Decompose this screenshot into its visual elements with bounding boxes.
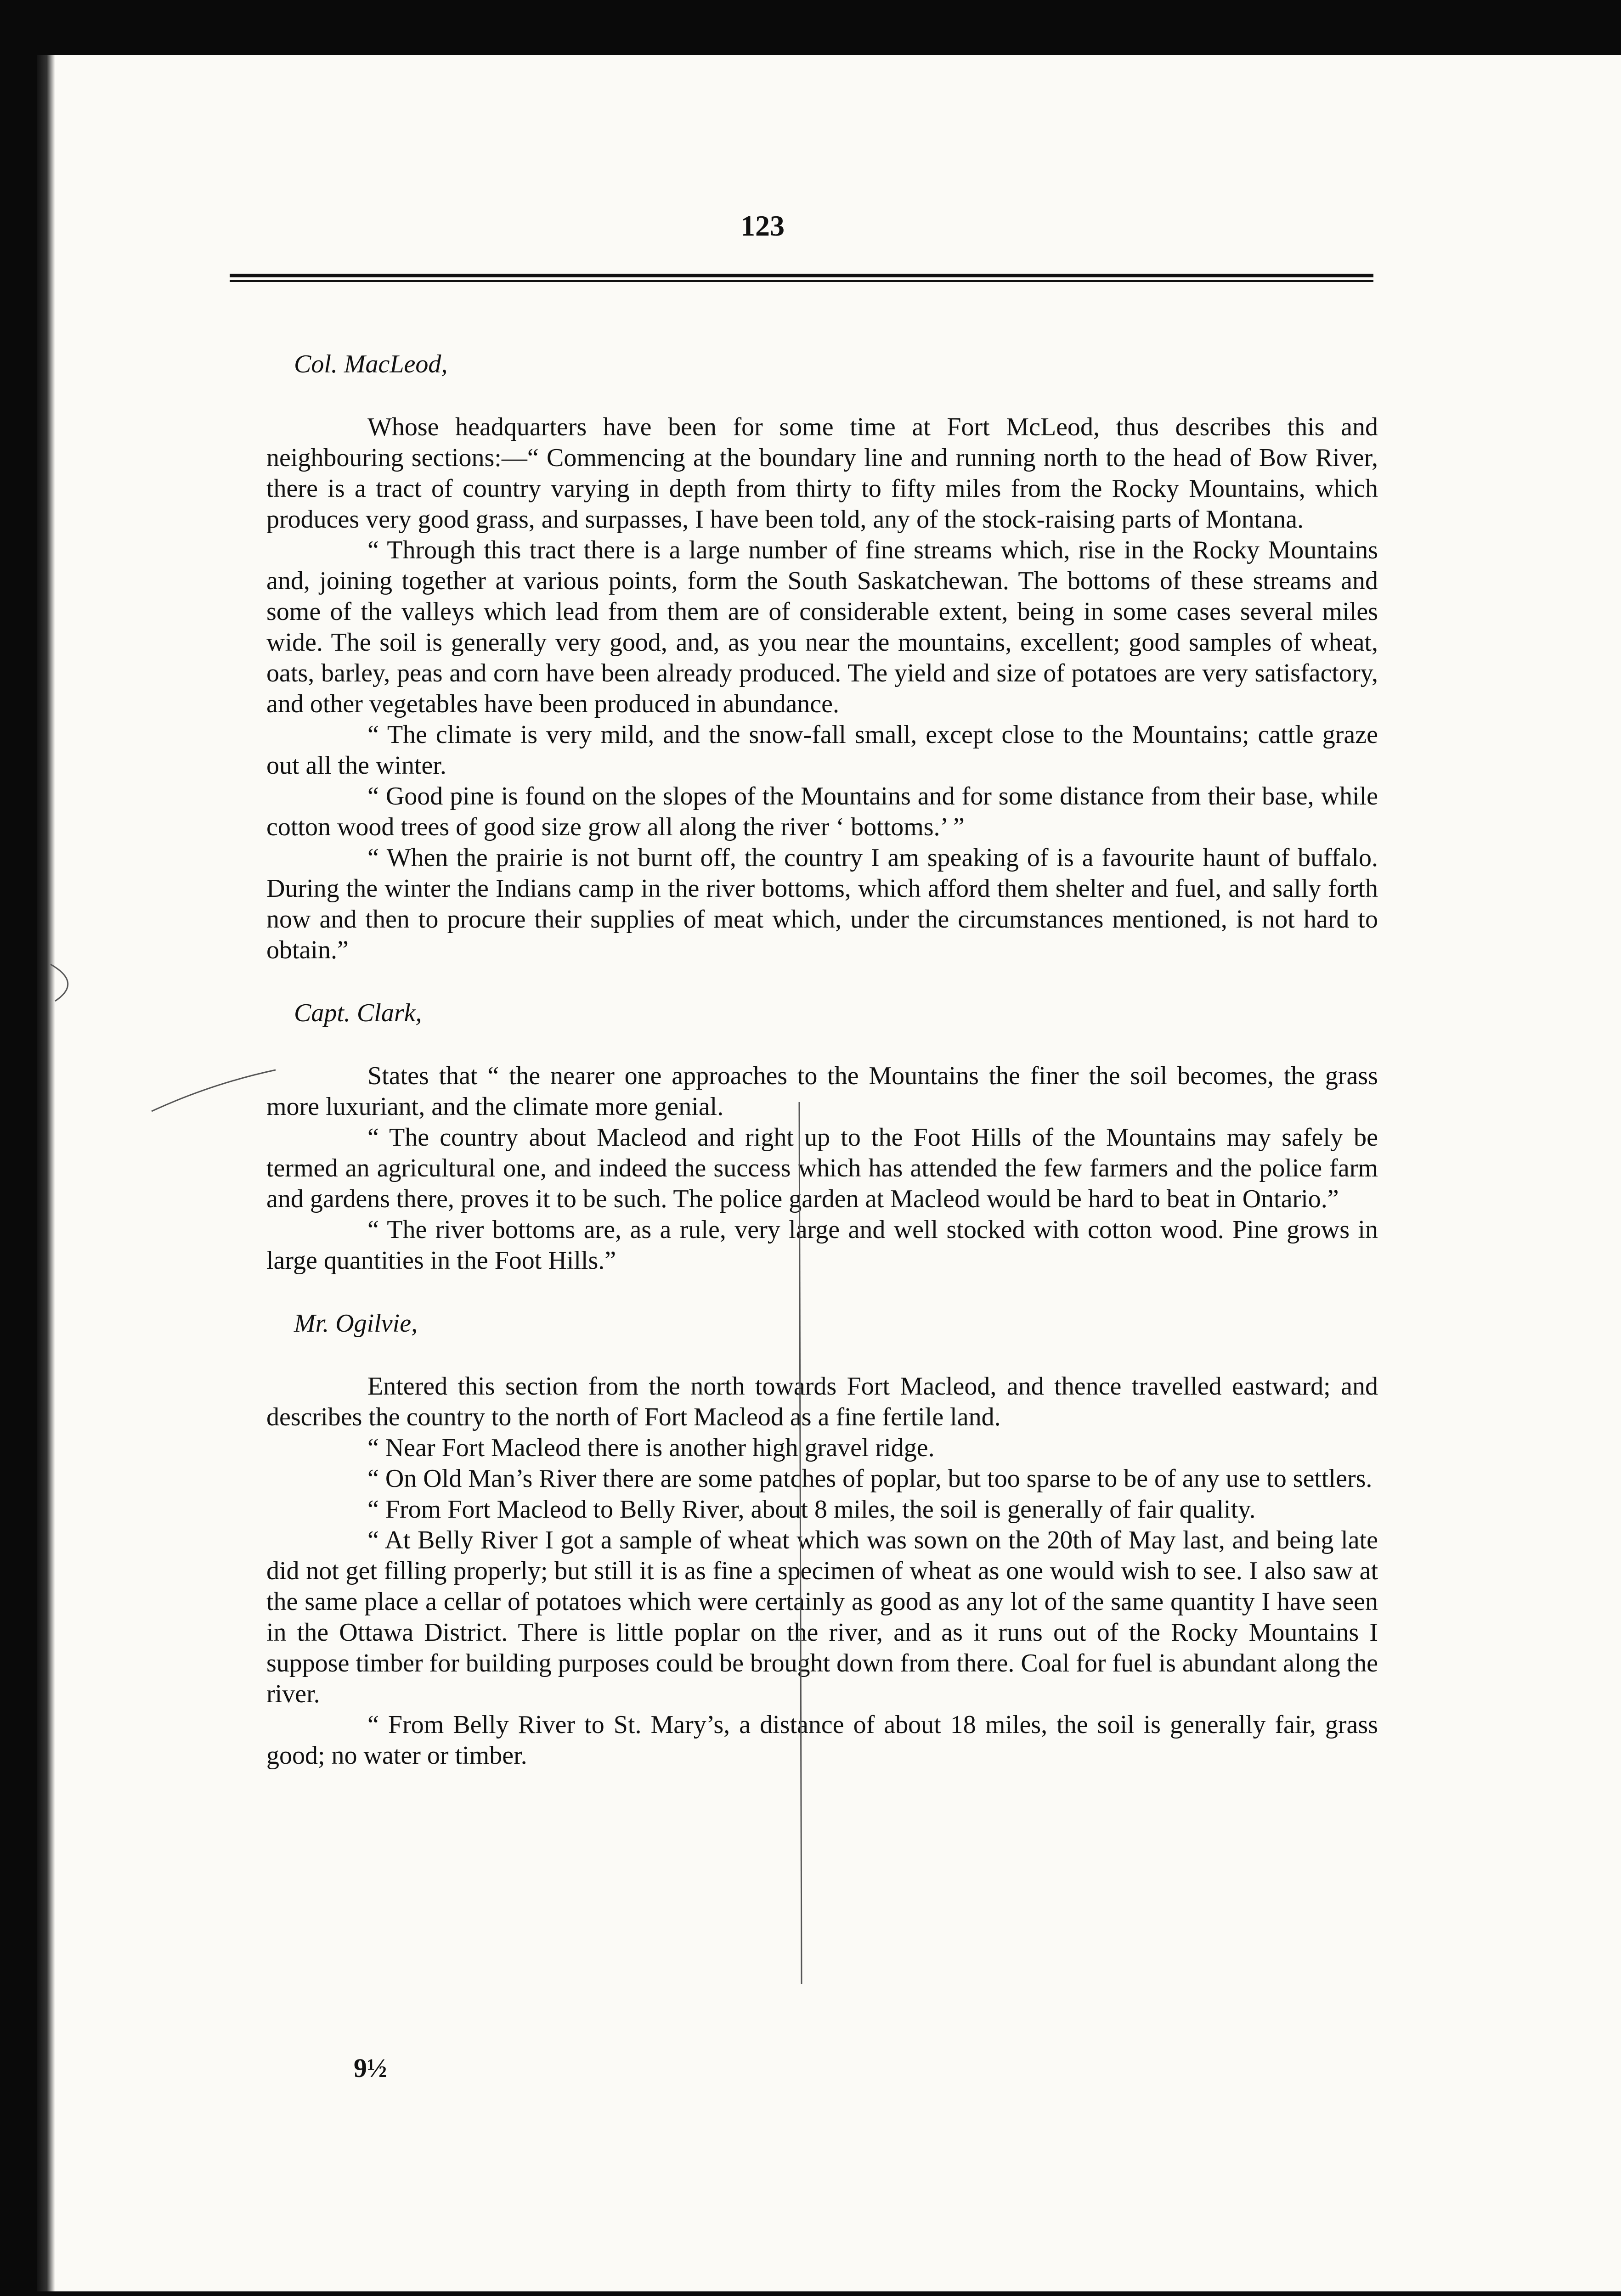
- paragraph: Whose headquarters have been for some time at Fort McLeod, thus describes this and neighbouring sections:—“ Commencing at the boundary line and running north to the head of Bow River, there is a tract of country varying in depth from thirty to fifty miles from the Rocky Mountains, which produces very good grass, and surpasses, I have been told, any of the stock-raising parts of Montana.: [266, 413, 1378, 534]
- paragraph: “ At Belly River I got a sample of wheat which was sown on the 20th of May last, and being late did not get filling properly; but still it is as fine a specimen of wheat as one would wish to see. I also saw at the same place a cellar of potatoes which were certainly as good as any lot of the same quantity I have seen in the Ottawa District. There is little poplar on the river, and as it runs out of the Rocky Mountains I suppose timber for building purposes could be brought down from there. Coal for fuel is abundant along the river.: [266, 1526, 1378, 1708]
- paragraph: States that “ the nearer one approaches to the Mountains the finer the soil becomes, the grass more luxuriant, and the climate more genial.: [266, 1062, 1378, 1121]
- paragraph: “ The country about Macleod and right up to the Foot Hills of the Mountains may safely be termed an agricultural one, and indeed the success which has attended the few farmers and the police farm and gardens there, proves it to be such. The police garden at Macleod would be hard to beat in Ontario.”: [266, 1123, 1378, 1213]
- paragraph: “ Good pine is found on the slopes of the Mountains and for some distance from their base, while cotton wood trees of good size grow all along the river ‘ bottoms.’ ”: [266, 782, 1378, 841]
- document-page: [37, 55, 1621, 2291]
- signature-mark: 9½: [354, 2053, 387, 2083]
- page-number: 123: [740, 209, 785, 242]
- section-heading: Mr. Ogilvie,: [294, 1309, 418, 1338]
- paragraph: “ Through this tract there is a large number of fine streams which, rise in the Rocky Mountains and, joining together at various points, form the South Saskatchewan. The bottoms of these streams and some of the valleys which lead from them are of considerable extent, being in some cases several miles wide. The soil is generally very good, and, as you near the mountains, excellent; good samples of wheat, oats, barley, peas and corn have been already produced. The yield and size of potatoes are very satisfactory, and other vegetables have been produced in abundance.: [266, 536, 1378, 718]
- paragraph: “ From Belly River to St. Mary’s, a distance of about 18 miles, the soil is generally fair, grass good; no water or timber.: [266, 1711, 1378, 1770]
- paragraph: “ The river bottoms are, as a rule, very large and well stocked with cotton wood. Pine grows in large quantities in the Foot Hills.”: [266, 1216, 1378, 1275]
- paragraph: “ From Fort Macleod to Belly River, about 8 miles, the soil is generally of fair quality.: [367, 1495, 1256, 1524]
- paragraph: “ When the prairie is not burnt off, the country I am speaking of is a favourite haunt of buffalo. During the winter the Indians camp in the river bottoms, which afford them shelter and fuel, and sally forth now and then to procure their supplies of meat which, under the circumstances mentioned, is not hard to obtain.”: [266, 844, 1378, 964]
- paragraph: “ The climate is very mild, and the snow-fall small, except close to the Mountains; cattle graze out all the winter.: [266, 720, 1378, 780]
- paragraph: “ On Old Man’s River there are some patches of poplar, but too sparse to be of any use to settlers.: [367, 1464, 1372, 1493]
- section-heading: Col. MacLeod,: [294, 350, 448, 378]
- paragraph: “ Near Fort Macleod there is another high gravel ridge.: [367, 1434, 935, 1462]
- paragraph: Entered this section from the north towards Fort Macleod, and thence travelled eastward; and describes the country to the north of Fort Macleod as a fine fertile land.: [266, 1372, 1378, 1431]
- pencil-annotation-marks: [37, 55, 1621, 2291]
- section-heading: Capt. Clark,: [294, 999, 422, 1027]
